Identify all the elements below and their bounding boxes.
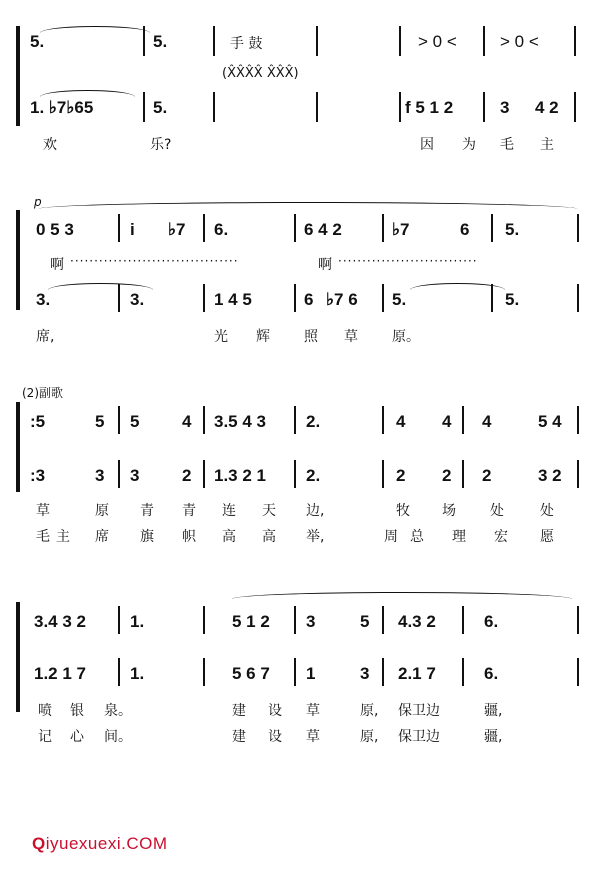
- note-group: 4 2: [535, 98, 559, 117]
- lyric: 帜: [182, 529, 196, 545]
- barline: [203, 658, 205, 686]
- barline: [399, 26, 401, 56]
- lyric: 泉。: [104, 703, 132, 719]
- note: 5.: [30, 32, 45, 51]
- barline: [316, 92, 318, 122]
- rest-marking: > 0 <: [500, 32, 539, 51]
- lyric: 天: [262, 503, 276, 519]
- barline: [382, 606, 384, 634]
- barline: [382, 658, 384, 686]
- lyric: 青: [182, 503, 196, 519]
- barline: [203, 606, 205, 634]
- lyric: 为: [462, 137, 476, 153]
- note: 1: [306, 664, 316, 683]
- note-group: 3 2: [538, 466, 562, 485]
- lyric: 建: [232, 703, 246, 719]
- site-watermark: [32, 834, 168, 854]
- note: 5: [130, 412, 140, 431]
- lyric: 连: [222, 503, 236, 519]
- lyric: 疆,: [484, 703, 503, 719]
- lyric: 高: [222, 529, 236, 545]
- drum-pattern: (X̂X̂X̂X̂ X̂X̂X̂): [222, 66, 299, 81]
- note: 6.: [484, 664, 499, 683]
- barline: [118, 606, 120, 634]
- note-group: f 5 1 2: [405, 98, 454, 117]
- note-group: 2.1 7: [398, 664, 436, 683]
- lyric: 席: [95, 529, 109, 545]
- barline: [462, 606, 464, 634]
- barline: [382, 214, 384, 242]
- note: 5.: [153, 32, 168, 51]
- lyric: 设: [268, 729, 282, 745]
- barline: [294, 460, 296, 488]
- lyric: 举,: [306, 529, 325, 545]
- barline: [574, 92, 576, 122]
- note-group: 1.3 2 1: [214, 466, 266, 485]
- barline: [203, 214, 205, 242]
- note: 2: [396, 466, 406, 485]
- note: 4: [482, 412, 492, 431]
- note: 3: [95, 466, 105, 485]
- note-group: 6 4 2: [304, 220, 342, 239]
- lyric: 记: [38, 729, 52, 745]
- barline: [203, 284, 205, 312]
- lyric: 设: [268, 703, 282, 719]
- lyric: 理: [452, 529, 466, 545]
- barline: [382, 284, 384, 312]
- lyric: 喷: [38, 703, 52, 719]
- lyric: 光: [214, 329, 228, 345]
- lyric: 周: [384, 529, 398, 545]
- lyric: 原,: [360, 703, 379, 719]
- barline: [462, 658, 464, 686]
- barline: [577, 214, 579, 242]
- note: 5.: [505, 220, 520, 239]
- lyric: 乐?: [150, 137, 172, 153]
- note: 2.: [306, 412, 321, 431]
- lyric: 主: [540, 137, 554, 153]
- note: 2: [182, 466, 192, 485]
- dotted-line: ···································: [70, 254, 239, 268]
- lyric: 草: [306, 703, 320, 719]
- note-group: 0 5 3: [36, 220, 74, 239]
- lyric: 因: [420, 137, 434, 153]
- lyric: 疆,: [484, 729, 503, 745]
- watermark-prefix: Q: [32, 834, 46, 853]
- lyric: 草: [36, 503, 50, 519]
- dotted-line: ·····························: [338, 254, 478, 268]
- note: 5: [360, 612, 370, 631]
- note: 6.: [214, 220, 229, 239]
- lyric: 照: [304, 329, 318, 345]
- section-heading: (2)副歌: [22, 386, 63, 400]
- barline: [294, 284, 296, 312]
- note-group: 5 1 2: [232, 612, 270, 631]
- note: 5.: [392, 290, 407, 309]
- note: 1.: [130, 612, 145, 631]
- barline: [118, 406, 120, 434]
- rest-marking: > 0 <: [418, 32, 457, 51]
- barline: [203, 460, 205, 488]
- note: 2: [482, 466, 492, 485]
- note: 1.: [130, 664, 145, 683]
- note-group: 1. ♭7♭65: [30, 98, 94, 117]
- note: 3.: [36, 290, 51, 309]
- lyric: 间。: [104, 729, 132, 745]
- note: ♭7: [168, 220, 186, 239]
- barline: [382, 406, 384, 434]
- note: 3: [500, 98, 510, 117]
- lyric: 愿: [540, 529, 554, 545]
- barline: [577, 284, 579, 312]
- note: 5.: [505, 290, 520, 309]
- barline: [203, 406, 205, 434]
- note-group: 4.3 2: [398, 612, 436, 631]
- instrument-label: 手 鼓: [230, 36, 263, 52]
- system-bracket: [16, 402, 20, 492]
- note: 2.: [306, 466, 321, 485]
- note-group: 5 4: [538, 412, 562, 431]
- lyric: 原。: [392, 329, 420, 345]
- note: ♭7: [392, 220, 410, 239]
- barline: [382, 460, 384, 488]
- barline: [118, 460, 120, 488]
- barline: [462, 460, 464, 488]
- note: 6: [304, 290, 314, 309]
- lyric: 银: [70, 703, 84, 719]
- dynamic-marking: p: [34, 195, 42, 209]
- lyric: 保卫边: [398, 729, 440, 745]
- note: 5.: [153, 98, 168, 117]
- barline: [577, 406, 579, 434]
- vocalise: 啊: [50, 257, 64, 273]
- barline: [294, 606, 296, 634]
- lyric: 席,: [36, 329, 55, 345]
- barline: [294, 214, 296, 242]
- note: :5: [30, 412, 46, 431]
- lyric: 总: [410, 529, 424, 545]
- note: 3: [306, 612, 316, 631]
- lyric: 边,: [306, 503, 325, 519]
- note: 4: [442, 412, 452, 431]
- note: 3: [360, 664, 370, 683]
- lyric: 毛: [36, 529, 50, 545]
- barline: [316, 26, 318, 56]
- barline: [483, 26, 485, 56]
- barline: [577, 606, 579, 634]
- note: 6: [460, 220, 470, 239]
- note-group: 1 4 5: [214, 290, 252, 309]
- note: 4: [182, 412, 192, 431]
- note-group: 3.5 4 3: [214, 412, 266, 431]
- note: i: [130, 220, 135, 239]
- barline: [577, 658, 579, 686]
- barline: [118, 658, 120, 686]
- barline: [462, 406, 464, 434]
- barline: [574, 26, 576, 56]
- lyric: 场: [442, 503, 456, 519]
- lyric: 毛: [500, 137, 514, 153]
- note: 2: [442, 466, 452, 485]
- system-bracket: [16, 602, 20, 712]
- note-group: 5 6 7: [232, 664, 270, 683]
- lyric: 高: [262, 529, 276, 545]
- lyric: 牧: [396, 503, 410, 519]
- note-group: 1.2 1 7: [34, 664, 86, 683]
- lyric: 主: [56, 529, 70, 545]
- lyric: 草: [306, 729, 320, 745]
- barline: [294, 658, 296, 686]
- note-group: 3.4 3 2: [34, 612, 86, 631]
- phrase-slur: [38, 202, 578, 209]
- lyric: 旗: [140, 529, 154, 545]
- note: 6.: [484, 612, 499, 631]
- note: 5: [95, 412, 105, 431]
- tie: [40, 26, 150, 33]
- lyric: 原: [95, 503, 109, 519]
- barline: [118, 214, 120, 242]
- system-bracket: [16, 210, 20, 310]
- tie: [48, 283, 153, 290]
- note: 3.: [130, 290, 145, 309]
- barline: [294, 406, 296, 434]
- lyric: 建: [232, 729, 246, 745]
- note: 4: [396, 412, 406, 431]
- lyric: 青: [140, 503, 154, 519]
- lyric: 辉: [256, 329, 270, 345]
- tie: [40, 90, 135, 97]
- lyric: 保卫边: [398, 703, 440, 719]
- lyric: 宏: [494, 529, 508, 545]
- note: :3: [30, 466, 46, 485]
- system-bracket: [16, 26, 20, 126]
- lyric: 草: [344, 329, 358, 345]
- barline: [213, 92, 215, 122]
- note-group: ♭7 6: [326, 290, 358, 309]
- lyric: 欢: [43, 137, 57, 153]
- barline: [577, 460, 579, 488]
- watermark-text: iyuexuexi.COM: [45, 834, 168, 853]
- lyric: 处: [490, 503, 504, 519]
- lyric: 心: [70, 729, 84, 745]
- barline: [143, 92, 145, 122]
- phrase-slur: [232, 592, 572, 599]
- barline: [491, 214, 493, 242]
- lyric: 处: [540, 503, 554, 519]
- note: 3: [130, 466, 140, 485]
- barline: [483, 92, 485, 122]
- vocalise: 啊: [318, 257, 332, 273]
- barline: [399, 92, 401, 122]
- tie: [410, 283, 505, 290]
- lyric: 原,: [360, 729, 379, 745]
- barline: [213, 26, 215, 56]
